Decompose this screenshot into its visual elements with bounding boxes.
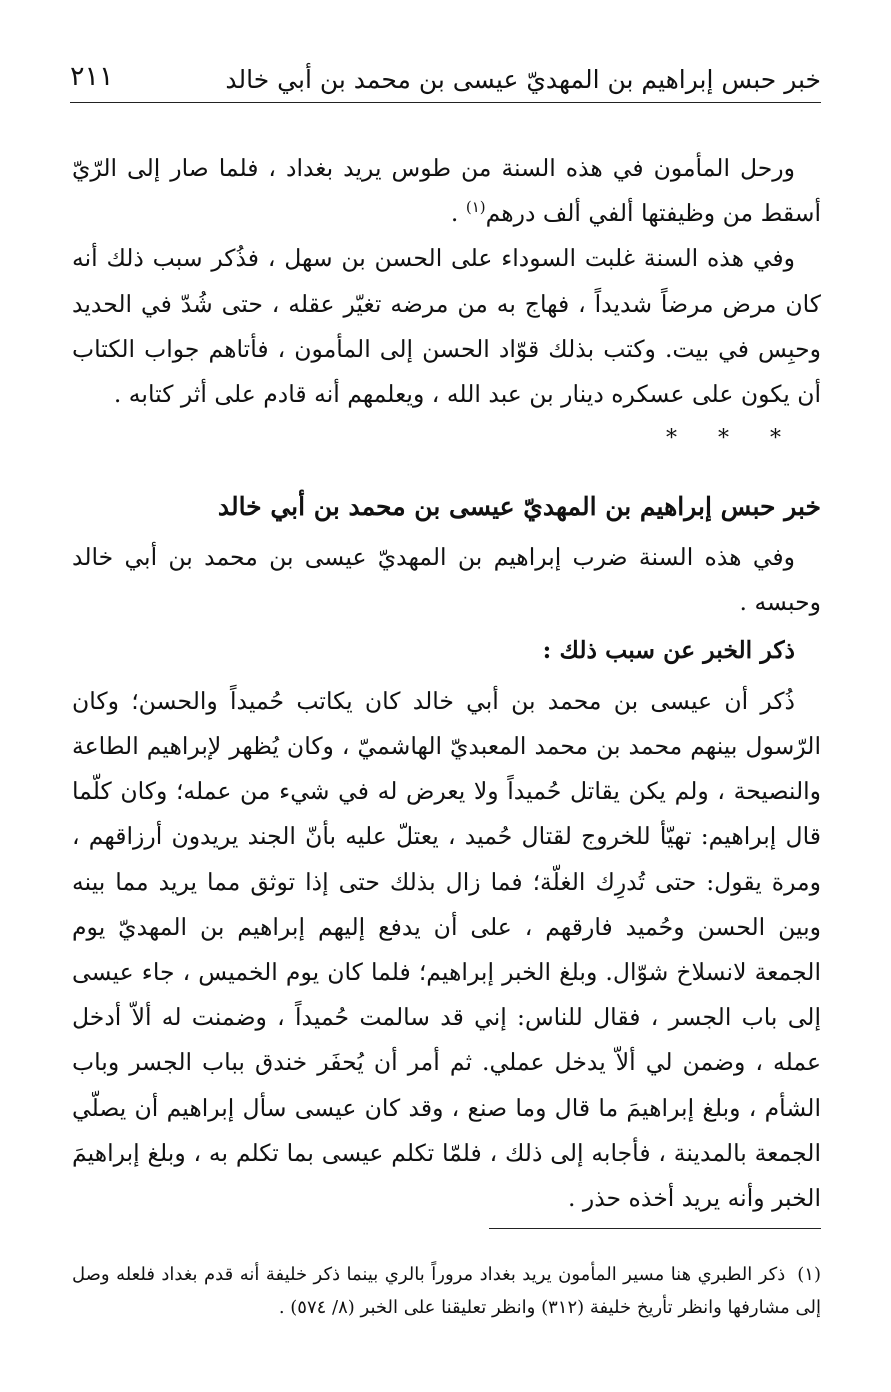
section-separator: * * * xyxy=(666,426,781,452)
footnote-1-number: (١) xyxy=(797,1264,821,1285)
footnote-1 xyxy=(72,1258,821,1324)
page-number: ٢١١ xyxy=(70,61,114,92)
footnote-divider xyxy=(489,1228,821,1229)
paragraph-1 xyxy=(72,146,821,236)
section-heading: خبر حبس إبراهيم بن المهديّ عيسى بن محمد بن أبي خالد xyxy=(217,492,821,522)
running-title: خبر حبس إبراهيم بن المهديّ عيسى بن محمد بن أبي خالد xyxy=(225,65,821,94)
running-header xyxy=(70,56,821,103)
footnote-marker-1: (١) xyxy=(465,198,486,217)
footnotes xyxy=(72,1258,821,1324)
paragraph-4: ذُكر أن عيسى بن محمد بن أبي خالد كان يكاتب حُميداً والحسن؛ وكان الرّسول بينهم محمد بن محمد المعبديّ الهاشميّ ، وكان يُظهر لإبراهيم الطاعة والنصيحة ، ولم يكن يقاتل حُميداً ولا يعرض له في شيء من عمله؛ وكان كلّما قال إبراهيم: تهيّأ للخروج لقتال حُميد ، يعتلّ عليه بأنّ الجند يريدون أرزاقهم ، ومرة يقول: حتى تُدرِك الغلّة؛ فما زال بذلك حتى إذا توثق مما يريد مما بينه وبين الحسن وحُميد فارقهم ، على أن يدفع إليهم إبراهيم بن المهديّ يوم الجمعة لانسلاخ شوّال. وبلغ الخبر إبراهيم؛ فلما كان يوم الخميس ، جاء عيسى إلى باب الجسر ، فقال للناس: إني قد سالمت حُميداً ، وضمنت له ألاّ أدخل عمله ، وضمن لي ألاّ يدخل عملي. ثم أمر أن يُحفَر خندق بباب الجسر وباب الشأم ، وبلغ إبراهيمَ ما قال وما صنع ، وقد كان عيسى سأل إبراهيم أن يصلّي الجمعة بالمدينة ، فأجابه إلى ذلك ، فلمّا تكلم عيسى بما تكلم به ، وبلغ إبراهيمَ الخبر وأنه يريد أخذه حذر . xyxy=(72,686,821,1213)
sub-heading: ذكر الخبر عن سبب ذلك : xyxy=(542,635,795,664)
paragraph-1-end: . xyxy=(450,199,466,228)
paragraph-3: وفي هذه السنة ضرب إبراهيم بن المهديّ عيسى بن محمد بن أبي خالد وحبسه . xyxy=(72,543,821,617)
body-text xyxy=(72,146,821,1221)
footnote-1-text: ذكر الطبري هنا مسير المأمون يريد بغداد مروراً بالري بينما ذكر خليفة أنه قدم بغداد فلعله وصل إلى مشارفها وانظر تأريخ خليفة (٣١٢) وانظر تعليقنا على الخبر (٨/ ٥٧٤) . xyxy=(72,1264,821,1318)
paragraph-1-text: ورحل المأمون في هذه السنة من طوس يريد بغداد ، فلما صار إلى الرّيّ أسقط من وظيفتها ألفي ألف درهم xyxy=(72,154,821,228)
paragraph-2: وفي هذه السنة غلبت السوداء على الحسن بن سهل ، فذُكر سبب ذلك أنه كان مرض مرضاً شديداً ، فهاج به من مرضه تغيّر عقله ، حتى شُدّ في الحديد وحبِس في بيت. وكتب بذلك قوّاد الحسن إلى المأمون ، فأتاهم جواب الكتاب أن يكون على عسكره دينار بن عبد الله ، ويعلمهم أنه قادم على أثر كتابه . xyxy=(72,244,821,409)
